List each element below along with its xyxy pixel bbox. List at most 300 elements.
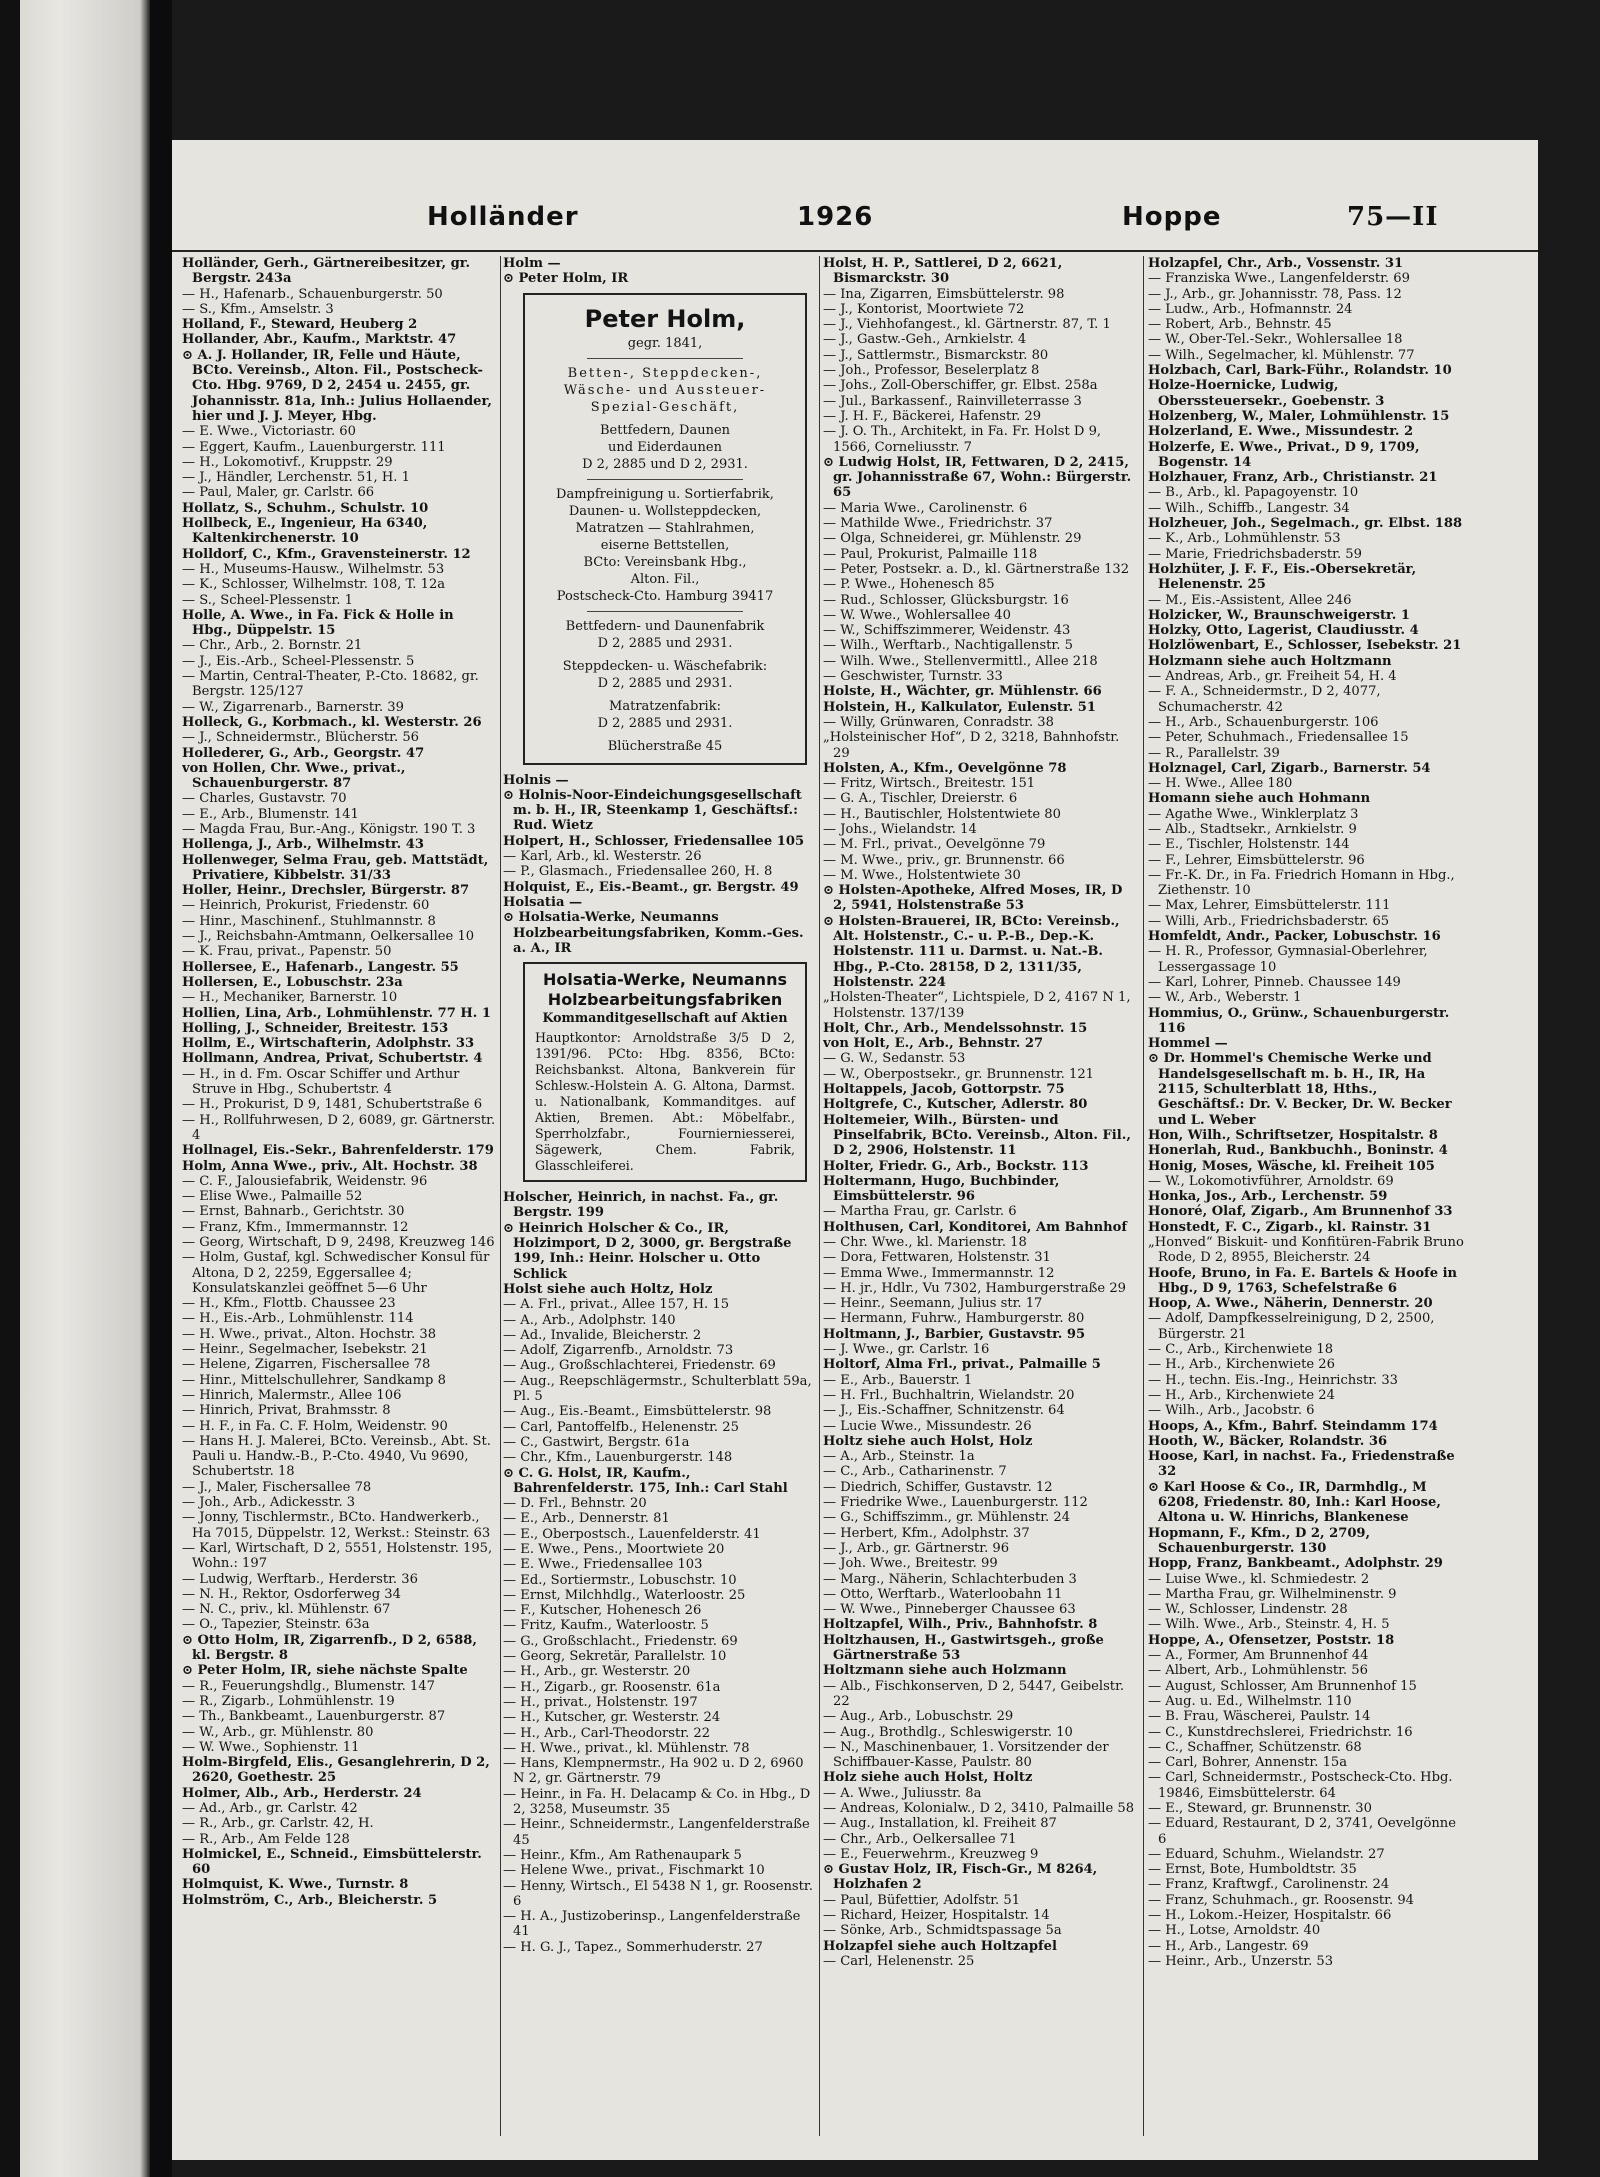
directory-entry: Hoop, A. Wwe., Näherin, Dennerstr. 20 <box>1148 1296 1433 1312</box>
directory-entry: Holmickel, E., Schneid., Eimsbüttelerstr. 60 <box>182 1846 482 1878</box>
directory-entry: — Hinrich, Privat, Brahmsstr. 8 <box>182 1403 391 1419</box>
directory-entry: — Heinr., in Fa. H. Delacamp & Co. in Hbg., D 2, 3258, Museumstr. 35 <box>503 1786 811 1818</box>
directory-entry: Holtemeier, Wilh., Bürsten- und Pinselfabrik, BCto. Vereinsb., Alton. Fil., D 2, 2906, Holstenstr. 11 <box>823 1112 1131 1159</box>
header-left-keyword: Holländer <box>427 202 579 232</box>
directory-entry: ⊙ Karl Hoose & Co., IR, Darmhdlg., M 6208, Friedenstr. 80, Inh.: Karl Hoose, Altona u. W. Hinrichs, Blankenese <box>1148 1479 1441 1526</box>
directory-entry: Holtermann, Hugo, Buchbinder, Eimsbüttelerstr. 96 <box>823 1173 1060 1205</box>
directory-entry: — Heinr., Seemann, Julius str. 17 <box>823 1296 1043 1312</box>
directory-entry: ⊙ Heinrich Holscher & Co., IR, Holzimport, D 2, 3000, gr. Bergstraße 199, Inh.: Heinr. Holscher u. Otto Schlick <box>503 1220 792 1282</box>
directory-entry: Holzheuer, Joh., Segelmach., gr. Elbst. 188 <box>1148 516 1463 532</box>
directory-entry: — Emma Wwe., Immermannstr. 12 <box>823 1265 1055 1281</box>
directory-entry: Holler, Heinr., Drechsler, Bürgerstr. 87 <box>182 883 470 899</box>
directory-entry: Holtgrefe, C., Kutscher, Adlerstr. 80 <box>823 1097 1088 1113</box>
directory-entry: — W. Wwe., Wohlersallee 40 <box>823 607 1011 623</box>
column-divider <box>819 256 820 2136</box>
directory-entry: — H., techn. Eis.-Ing., Heinrichstr. 33 <box>1148 1372 1399 1388</box>
directory-entry: — W., Lokomotivführer, Arnoldstr. 69 <box>1148 1173 1394 1189</box>
directory-entry: — J., Gastw.-Geh., Arnkielstr. 4 <box>823 332 1027 348</box>
directory-entry: Holpert, H., Schlosser, Friedensallee 105 <box>503 833 805 849</box>
directory-entry: — Ina, Zigarren, Eimsbüttelerstr. 98 <box>823 286 1065 302</box>
directory-entry: Holland, F., Steward, Heuberg 2 <box>182 317 418 333</box>
directory-entry: Holm-Birgfeld, Elis., Gesanglehrerin, D 2, 2620, Goethestr. 25 <box>182 1755 490 1786</box>
directory-entry: — Peter, Schuhmach., Friedensallee 15 <box>1148 730 1409 746</box>
header-page-number: 75—II <box>1347 202 1439 232</box>
advert-line: eiserne Bettstellen, <box>600 537 730 553</box>
directory-entry: — R., Parallelstr. 39 <box>1148 745 1280 761</box>
advert-separator <box>587 611 743 612</box>
directory-entry: — E., Arb., Bauerstr. 1 <box>823 1372 973 1388</box>
directory-entry: — A. Frl., privat., Allee 157, H. 15 <box>503 1297 730 1313</box>
directory-entry: — Andreas, Arb., gr. Freiheit 54, H. 4 <box>1148 669 1397 685</box>
directory-entry: — K., Arb., Lohmühlenstr. 53 <box>1148 531 1341 547</box>
directory-entry: — Lucie Wwe., Missundestr. 26 <box>823 1418 1032 1434</box>
directory-entry: — Aug., Eis.-Beamt., Eimsbüttelerstr. 98 <box>503 1404 772 1420</box>
directory-entry: — Heinr., Arb., Unzerstr. 53 <box>1148 1953 1334 1969</box>
directory-entry: — H., Arb., gr. Westerstr. 20 <box>503 1664 691 1680</box>
directory-entry: Holthusen, Carl, Konditorei, Am Bahnhof <box>823 1219 1128 1235</box>
directory-entry: Honig, Moses, Wäsche, kl. Freiheit 105 <box>1148 1158 1435 1174</box>
advert-subtitle: Kommanditgesellschaft auf Aktien <box>542 1010 788 1026</box>
directory-entry: — G., Großschlacht., Friedenstr. 69 <box>503 1633 738 1649</box>
directory-entry: Holm, Anna Wwe., priv., Alt. Hochstr. 38 <box>182 1158 478 1174</box>
directory-entry: ⊙ Otto Holm, IR, Zigarrenfb., D 2, 6588, kl. Bergstr. 8 <box>182 1632 477 1664</box>
directory-entry: Hoose, Karl, in nachst. Fa., Friedenstraße 32 <box>1148 1449 1455 1480</box>
directory-entry: Holmer, Alb., Arb., Herderstr. 24 <box>182 1785 422 1801</box>
directory-entry: — Aug. u. Ed., Wilhelmstr. 110 <box>1148 1693 1352 1709</box>
directory-entry: — P. Wwe., Hohenesch 85 <box>823 577 995 593</box>
directory-entry: — Helene Wwe., privat., Fischmarkt 10 <box>503 1863 765 1879</box>
directory-entry: Honstedt, F. C., Zigarb., kl. Rainstr. 31 <box>1148 1219 1432 1235</box>
directory-entry: Holste, H., Wächter, gr. Mühlenstr. 66 <box>823 684 1102 700</box>
directory-entry: Hopp, Franz, Bankbeamt., Adolphstr. 29 <box>1148 1556 1443 1572</box>
header-rule <box>172 250 1538 252</box>
directory-entry: — H. Wwe., privat., kl. Mühlenstr. 78 <box>503 1740 750 1756</box>
directory-entry: — Dora, Fettwaren, Holstenstr. 31 <box>823 1250 1051 1266</box>
directory-entry: — Hinr., Maschinenf., Stuhlmannstr. 8 <box>182 913 436 929</box>
directory-entry: — R., Arb., Am Felde 128 <box>182 1831 350 1847</box>
advert-line: D 2, 2885 und 2931. <box>597 635 733 651</box>
directory-entry: — M. Frl., privat., Oevelgönne 79 <box>823 837 1046 853</box>
directory-entry: — Wilh., Arb., Jacobstr. 6 <box>1148 1403 1315 1419</box>
advert-line: Blücherstraße 45 <box>607 738 723 754</box>
book-gutter <box>0 0 150 2177</box>
column-3 <box>823 256 1139 2136</box>
directory-entry: Holnis — <box>503 772 569 788</box>
directory-entry: — Helene, Zigarren, Fischersallee 78 <box>182 1357 431 1373</box>
directory-entry: Holländer, Gerh., Gärtnereibesitzer, gr. Bergstr. 243a <box>182 256 470 287</box>
directory-entry: — Magda Frau, Bur.-Ang., Königstr. 190 T. 3 <box>182 821 476 837</box>
directory-entry: — Ernst, Bahnarb., Gerichtstr. 30 <box>182 1204 405 1220</box>
directory-entry: „Holsten-Theater“, Lichtspiele, D 2, 4167 N 1, Holstenstr. 137/139 <box>823 990 1131 1021</box>
directory-entry: — W., Schiffszimmerer, Weidenstr. 43 <box>823 623 1071 639</box>
directory-entry: — B., Arb., kl. Papagoyenstr. 10 <box>1148 485 1359 501</box>
directory-entry: Holst, H. P., Sattlerei, D 2, 6621, Bismarckstr. 30 <box>823 256 1063 287</box>
directory-entry: — Chr. Wwe., kl. Marienstr. 18 <box>823 1235 1027 1250</box>
advert-title: Holsatia-Werke, Neumanns <box>543 970 787 990</box>
directory-entry: — S., Kfm., Amselstr. 3 <box>182 301 334 317</box>
directory-entry: Hoops, A., Kfm., Bahrf. Steindamm 174 <box>1148 1418 1438 1434</box>
directory-entry: — M., Eis.-Assistent, Allee 246 <box>1148 592 1352 608</box>
directory-entry: — Martha Frau, gr. Wilhelminenstr. 9 <box>1148 1586 1397 1602</box>
directory-page <box>172 140 1538 2160</box>
directory-entry: — H., Kfm., Flottb. Chaussee 23 <box>182 1296 396 1312</box>
directory-entry: — Hinrich, Malermstr., Allee 106 <box>182 1387 402 1403</box>
directory-entry: — J. O. Th., Architekt, in Fa. Fr. Holst D 9, 1566, Corneliusstr. 7 <box>823 424 1102 455</box>
directory-entry: — Geschwister, Turnstr. 33 <box>823 669 1003 685</box>
directory-entry: ⊙ C. G. Holst, IR, Kaufm., Bahrenfelderstr. 175, Inh.: Carl Stahl <box>503 1465 788 1496</box>
directory-entry: — Carl, Pantoffelfb., Helenenstr. 25 <box>503 1419 739 1435</box>
advert-peter-holm <box>523 293 807 765</box>
directory-entry: — Karl, Lohrer, Pinneb. Chaussee 149 <box>1148 974 1401 990</box>
directory-entry: — J., Viehhofangest., kl. Gärtnerstr. 87, T. 1 <box>823 317 1111 333</box>
advert-line: Daunen- u. Wollsteppdecken, <box>568 503 762 519</box>
directory-entry: — Paul, Prokurist, Palmaille 118 <box>823 546 1038 562</box>
directory-entry: — W., Ober-Tel.-Sekr., Wohlersallee 18 <box>1148 332 1403 348</box>
directory-entry: — C., Kunstdrechslerei, Friedrichstr. 16 <box>1148 1724 1413 1740</box>
directory-entry: — J., Kontorist, Moortwiete 72 <box>823 301 1025 317</box>
directory-entry: — Ernst, Milchhdlg., Waterloostr. 25 <box>503 1587 746 1603</box>
directory-entry: — Franz, Schuhmach., gr. Roosenstr. 94 <box>1148 1892 1414 1908</box>
directory-entry: — E., Oberpostsch., Lauenfelderstr. 41 <box>503 1526 761 1542</box>
directory-entry: Holstein, H., Kalkulator, Eulenstr. 51 <box>823 699 1096 715</box>
advert-separator <box>587 479 743 480</box>
directory-entry: — M. Wwe., Holstentwiete 30 <box>823 867 1021 883</box>
directory-entry: — H., Arb., Kirchenwiete 26 <box>1148 1357 1335 1373</box>
directory-entry: — Karl, Arb., kl. Westerstr. 26 <box>503 849 702 865</box>
directory-entry: — W. Wwe., Pinneberger Chaussee 63 <box>823 1602 1076 1618</box>
directory-entry: Homann siehe auch Hohmann <box>1148 791 1371 807</box>
directory-entry: — Diedrich, Schiffer, Gustavstr. 12 <box>823 1479 1053 1495</box>
directory-entry: — Ed., Sortiermstr., Lobuschstr. 10 <box>503 1572 737 1588</box>
directory-entry: — Ernst, Bote, Humboldtstr. 35 <box>1148 1862 1357 1878</box>
directory-entry: — Chr., Arb., Oelkersallee 71 <box>823 1831 1017 1847</box>
directory-entry: — Franziska Wwe., Langenfelderstr. 69 <box>1148 271 1410 287</box>
directory-entry: — Hermann, Fuhrw., Hamburgerstr. 80 <box>823 1311 1085 1327</box>
directory-entry: — J., Arb., gr. Johannisstr. 78, Pass. 12 <box>1148 286 1402 302</box>
directory-entry: — E., Feuerwehrm., Kreuzweg 9 <box>823 1846 1039 1862</box>
directory-entry: Holtmann, J., Barbier, Gustavstr. 95 <box>823 1326 1086 1342</box>
directory-entry: — H. R., Professor, Gymnasial-Oberlehrer, Lessergassage 10 <box>1148 944 1428 975</box>
directory-entry: Holscher, Heinrich, in nachst. Fa., gr. Bergstr. 199 <box>503 1190 779 1221</box>
directory-entry: — H., Bautischler, Holstentwiete 80 <box>823 806 1061 822</box>
directory-entry: Hoppe, A., Ofensetzer, Poststr. 18 <box>1148 1632 1395 1648</box>
directory-entry: Holter, Friedr. G., Arb., Bockstr. 113 <box>823 1158 1089 1174</box>
advert-line: Postscheck-Cto. Hamburg 39417 <box>556 588 774 604</box>
directory-entry: — H., Prokurist, D 9, 1481, Schubertstraße 6 <box>182 1097 483 1113</box>
advert-line: Betten-, Steppdecken-, <box>567 365 763 381</box>
directory-entry: — Aug., Brothdlg., Schleswigerstr. 10 <box>823 1724 1073 1740</box>
directory-entry: ⊙ Holsatia-Werke, Neumanns Holzbearbeitungsfabriken, Komm.-Ges. a. A., IR <box>503 910 804 956</box>
directory-entry: — Heinr., Segelmacher, Isebekstr. 21 <box>182 1342 428 1358</box>
directory-entry: ⊙ Dr. Hommel's Chemische Werke und Handelsgesellschaft m. b. H., IR, Ha 2115, Schulterblatt 18, Hths., Geschäftsf.: Dr. V. Becker, Dr. W. Becker und L. Weber <box>1148 1051 1452 1128</box>
directory-entry: — Heinrich, Prokurist, Friedenstr. 60 <box>182 898 430 914</box>
directory-entry: — W., Zigarrenarb., Barnerstr. 39 <box>182 699 404 715</box>
directory-entry: — H. Frl., Buchhaltrin, Wielandstr. 20 <box>823 1387 1075 1403</box>
directory-entry: — K., Schlosser, Wilhelmstr. 108, T. 12a <box>182 577 446 593</box>
directory-entry: — F. A., Schneidermstr., D 2, 4077, Schumacherstr. 42 <box>1148 684 1381 715</box>
directory-entry: Hollenweger, Selma Frau, geb. Mattstädt, Privatiere, Kibbelstr. 31/33 <box>182 852 489 883</box>
directory-entry: — Robert, Arb., Behnstr. 45 <box>1148 317 1332 333</box>
directory-entry: — H., Lokomotivf., Kruppstr. 29 <box>182 454 393 470</box>
directory-entry: — J., Arb., gr. Gärtnerstr. 96 <box>823 1540 1010 1556</box>
directory-entry: ⊙ A. J. Hollander, IR, Felle und Häute, BCto. Vereinsb., Alton. Fil., Postscheck-Cto. Hbg. 9769, D 2, 2454 u. 2455, gr. Johannisstr. 81a, Inh.: Julius Hollaender, hier und J. J. Meyer, Hbg. <box>182 347 492 424</box>
directory-entry: — H., Arb., Schauenburgerstr. 106 <box>1148 714 1379 730</box>
directory-entry: Holznagel, Carl, Zigarb., Barnerstr. 54 <box>1148 760 1431 776</box>
directory-entry: — E. Wwe., Friedensallee 103 <box>503 1557 703 1573</box>
directory-entry: Hollersee, E., Hafenarb., Langestr. 55 <box>182 959 459 975</box>
directory-entry: — Adolf, Zigarrenfb., Arnoldstr. 73 <box>503 1343 734 1359</box>
directory-entry: — Carl, Bohrer, Annenstr. 15a <box>1148 1755 1348 1771</box>
column-divider <box>1143 256 1144 2136</box>
header-year: 1926 <box>797 202 874 232</box>
directory-entry: — Martha Frau, gr. Carlstr. 6 <box>823 1204 1017 1220</box>
directory-entry: Hollander, Abr., Kaufm., Marktstr. 47 <box>182 332 457 348</box>
directory-entry: — B. Frau, Wäscherei, Paulstr. 14 <box>1148 1709 1371 1725</box>
directory-entry: ⊙ Peter Holm, IR, siehe nächste Spalte <box>182 1663 468 1679</box>
directory-entry: — H., Lokom.-Heizer, Hospitalstr. 66 <box>1148 1908 1392 1924</box>
directory-entry: ⊙ Holnis-Noor-Eindeichungsgesellschaft m. b. H., IR, Steenkamp 1, Geschäftsf.: Rud. Wietz <box>503 787 802 834</box>
directory-entry: — Otto, Werftarb., Waterloobahn 11 <box>823 1586 1063 1602</box>
advert-separator <box>587 358 743 359</box>
directory-entry: — E., Arb., Dennerstr. 81 <box>503 1511 670 1527</box>
page-header <box>172 202 1538 242</box>
directory-entry: — Albert, Arb., Lohmühlenstr. 56 <box>1148 1663 1368 1679</box>
directory-entry: — H. jr., Hdlr., Vu 7302, Hamburgerstraße 29 <box>823 1280 1126 1296</box>
directory-entry: Holtzhausen, H., Gastwirtsgeh., große Gärtnerstraße 53 <box>823 1632 1104 1664</box>
directory-entry: Holzapfel, Chr., Arb., Vossenstr. 31 <box>1148 256 1404 271</box>
directory-entry: — A. Wwe., Juliusstr. 8a <box>823 1785 982 1801</box>
directory-entry: Hollbeck, E., Ingenieur, Ha 6340, Kaltenkirchenerstr. 10 <box>182 516 428 547</box>
directory-entry: — W., Arb., gr. Mühlenstr. 80 <box>182 1724 374 1740</box>
directory-entry: — Agathe Wwe., Winklerplatz 3 <box>1148 806 1359 822</box>
directory-entry: — Heinr., Kfm., Am Rathenaupark 5 <box>503 1847 742 1863</box>
directory-entry: — Wilh., Werftarb., Nachtigallenstr. 5 <box>823 638 1073 654</box>
directory-entry: — H., in d. Fm. Oscar Schiffer und Arthur Struve in Hbg., Schubertstr. 4 <box>182 1066 460 1098</box>
directory-entry: — Marg., Näherin, Schlachterbuden 3 <box>823 1571 1077 1587</box>
directory-entry: — Marie, Friedrichsbaderstr. 59 <box>1148 546 1362 562</box>
directory-entry: — Aug., Installation, kl. Freiheit 87 <box>823 1816 1057 1832</box>
directory-entry: — Chr., Kfm., Lauenburgerstr. 148 <box>503 1450 733 1466</box>
directory-entry: — H., Mechaniker, Barnerstr. 10 <box>182 990 398 1006</box>
directory-entry: — W., Oberpostsekr., gr. Brunnenstr. 121 <box>823 1066 1094 1082</box>
directory-entry: — C. F., Jalousiefabrik, Weidenstr. 96 <box>182 1173 428 1189</box>
directory-entry: Honerlah, Rud., Bankbuchh., Boninstr. 4 <box>1148 1143 1448 1159</box>
directory-entry: Hollatz, S., Schuhm., Schulstr. 10 <box>182 500 429 516</box>
directory-entry: — Henny, Wirtsch., El 5438 N 1, gr. Roosenstr. 6 <box>503 1878 813 1909</box>
directory-entry: — Hans H. J. Malerei, BCto. Vereinsb., Abt. St. Pauli u. Handw.-B., P.-Cto. 4940, Vu 9690, Schubertstr. 18 <box>182 1433 491 1480</box>
directory-entry: Holtz siehe auch Holst, Holz <box>823 1433 1033 1449</box>
directory-entry: — Ad., Arb., gr. Carlstr. 42 <box>182 1800 358 1816</box>
directory-entry: Holzlöwenbart, E., Schlosser, Isebekstr. 21 <box>1148 638 1462 654</box>
advert-line: Spezial-Geschäft, <box>590 399 740 415</box>
directory-entry: — H., Kutscher, gr. Westerstr. 24 <box>503 1710 721 1726</box>
directory-entry: — Luise Wwe., kl. Schmiedestr. 2 <box>1148 1571 1370 1587</box>
directory-entry: — R., Zigarb., Lohmühlenstr. 19 <box>182 1693 395 1709</box>
directory-entry: — H., Arb., Carl-Theodorstr. 22 <box>503 1725 711 1741</box>
directory-entry: Holzicker, W., Braunschweigerstr. 1 <box>1148 607 1410 623</box>
directory-entry: Holleck, G., Korbmach., kl. Westerstr. 26 <box>182 714 482 730</box>
directory-entry: — W., Schlosser, Lindenstr. 28 <box>1148 1602 1348 1618</box>
advert-line: D 2, 2885 und 2931. <box>597 675 733 691</box>
directory-entry: — H., Arb., Kirchenwiete 24 <box>1148 1387 1335 1403</box>
directory-entry: Holzerfe, E. Wwe., Privat., D 9, 1709, Bogenstr. 14 <box>1148 439 1420 470</box>
directory-entry: — Carl, Schneidermstr., Postscheck-Cto. Hbg. 19846, Eimsbüttelerstr. 64 <box>1148 1770 1453 1801</box>
directory-entry: Holzbach, Carl, Bark-Führ., Rolandstr. 10 <box>1148 363 1452 379</box>
directory-entry: Holzapfel siehe auch Holtzapfel <box>823 1938 1057 1954</box>
advert-line: Matratzen — Stahlrahmen, <box>575 520 755 536</box>
directory-entry: Hollmann, Andrea, Privat, Schubertstr. 4 <box>182 1051 483 1067</box>
directory-entry: — Peter, Postsekr. a. D., kl. Gärtnerstraße 132 <box>823 561 1130 577</box>
directory-entry: — H., Rollfuhrwesen, D 2, 6089, gr. Gärtnerstr. 4 <box>182 1112 496 1143</box>
directory-entry: — J. H. F., Bäckerei, Hafenstr. 29 <box>823 408 1042 424</box>
directory-entry: — Max, Lehrer, Eimsbüttelerstr. 111 <box>1148 898 1391 914</box>
directory-entry: — J., Schneidermstr., Blücherstr. 56 <box>182 730 419 746</box>
directory-entry: Holtorf, Alma Frl., privat., Palmaille 5 <box>823 1357 1101 1373</box>
directory-entry: Honka, Jos., Arb., Lerchenstr. 59 <box>1148 1189 1388 1205</box>
directory-entry: Holtzapfel, Wilh., Priv., Bahnhofstr. 8 <box>823 1617 1098 1633</box>
directory-entry: Holzenberg, W., Maler, Lohmühlenstr. 15 <box>1148 408 1450 424</box>
header-right-keyword: Hoppe <box>1122 202 1222 232</box>
directory-entry: — Hans, Klempnermstr., Ha 902 u. D 2, 6960 N 2, gr. Gärtnerstr. 79 <box>503 1756 804 1787</box>
directory-entry: Holz siehe auch Holst, Holtz <box>823 1770 1033 1786</box>
directory-entry: Holzerland, E. Wwe., Missundestr. 2 <box>1148 424 1414 440</box>
directory-entry: Honoré, Olaf, Zigarb., Am Brunnenhof 33 <box>1148 1204 1453 1220</box>
directory-entry: — Mathilde Wwe., Friedrichstr. 37 <box>823 516 1053 532</box>
directory-entry: — J., Eis.-Arb., Scheel-Plessenstr. 5 <box>182 653 415 669</box>
directory-entry: — P., Glasmach., Friedensallee 260, H. 8 <box>503 864 773 880</box>
directory-entry: — H., privat., Holstenstr. 197 <box>503 1694 698 1710</box>
directory-entry: — A., Arb., Steinstr. 1a <box>823 1449 975 1465</box>
directory-entry: — Karl, Wirtschaft, D 2, 5551, Holstenstr. 195, Wohn.: 197 <box>182 1540 493 1572</box>
directory-entry: — Ludwig, Werftarb., Herderstr. 36 <box>182 1571 418 1587</box>
directory-entry: ⊙ Peter Holm, IR <box>503 271 629 287</box>
directory-entry: — E. Wwe., Victoriastr. 60 <box>182 424 356 440</box>
directory-entry: Hoofe, Bruno, in Fa. E. Bartels & Hoofe in Hbg., D 9, 1763, Schefelstraße 6 <box>1148 1265 1458 1296</box>
directory-entry: — E., Arb., Blumenstr. 141 <box>182 806 359 822</box>
directory-entry: — Paul, Büfettier, Adolfstr. 51 <box>823 1892 1021 1908</box>
directory-entry: — J., Reichsbahn-Amtmann, Oelkersallee 10 <box>182 929 475 945</box>
directory-entry: Hollederer, G., Arb., Georgstr. 47 <box>182 745 425 761</box>
directory-entry: — Jul., Barkassenf., Rainvilleterrasse 3 <box>823 393 1082 409</box>
directory-entry: Hollien, Lina, Arb., Lohmühlenstr. 77 H. 1 <box>182 1005 491 1021</box>
directory-entry: — Joh. Wwe., Breitestr. 99 <box>823 1556 998 1572</box>
advert-line: Wäsche- und Aussteuer- <box>563 382 767 398</box>
directory-entry: — Holm, Gustaf, kgl. Schwedischer Konsul für Altona, D 2, 2259, Eggersallee 4; Konsulatskanzlei geöffnet 5—6 Uhr <box>182 1250 490 1296</box>
column-divider <box>500 256 501 2136</box>
directory-entry: — H. Wwe., Allee 180 <box>1148 776 1293 792</box>
directory-entry: — Georg, Wirtschaft, D 9, 2498, Kreuzweg 146 <box>182 1235 495 1250</box>
directory-entry: — G., Schiffszimm., gr. Mühlenstr. 24 <box>823 1510 1071 1526</box>
directory-entry: — H., Eis.-Arb., Lohmühlenstr. 114 <box>182 1311 414 1327</box>
directory-entry: Holtappels, Jacob, Gottorpstr. 75 <box>823 1082 1065 1098</box>
directory-entry: — H., Hafenarb., Schauenburgerstr. 50 <box>182 286 443 302</box>
directory-entry: — F., Kutscher, Hohenesch 26 <box>503 1603 702 1619</box>
directory-entry: — Heinr., Schneidermstr., Langenfelderstraße 45 <box>503 1817 810 1848</box>
directory-entry: Holmquist, K. Wwe., Turnstr. 8 <box>182 1877 409 1893</box>
directory-entry: — Eduard, Schuhm., Wielandstr. 27 <box>1148 1846 1385 1862</box>
advert-line: Alton. Fil., <box>630 571 700 587</box>
directory-entry: — Hinr., Mittelschullehrer, Sandkamp 8 <box>182 1372 446 1388</box>
directory-entry: — N., Maschinenbauer, 1. Vorsitzender der Schiffbauer-Kasse, Paulstr. 80 <box>823 1739 1109 1771</box>
directory-entry: — H. F., in Fa. C. F. Holm, Weidenstr. 90 <box>182 1418 448 1434</box>
directory-entry: Hollm, E., Wirtschafterin, Adolphstr. 33 <box>182 1036 475 1052</box>
directory-entry: Holze-Hoernicke, Ludwig, Oberssteuersekr., Goebenstr. 3 <box>1148 378 1385 409</box>
directory-entry: — H., Museums-Hausw., Wilhelmstr. 53 <box>182 561 445 577</box>
directory-entry: — G. W., Sedanstr. 53 <box>823 1051 966 1067</box>
directory-entry: — Willy, Grünwaren, Conradstr. 38 <box>823 714 1054 730</box>
directory-entry: von Holt, E., Arb., Behnstr. 27 <box>823 1036 1044 1052</box>
directory-entry: — Wilh., Segelmacher, kl. Mühlenstr. 77 <box>1148 347 1415 363</box>
directory-entry: — Andreas, Kolonialw., D 2, 3410, Palmaille 58 <box>823 1800 1135 1816</box>
directory-entry: Hollenga, J., Arb., Wilhelmstr. 43 <box>182 837 424 853</box>
directory-entry: Holm — <box>503 256 561 271</box>
advert-line: Bettfedern- und Daunenfabrik <box>565 618 765 634</box>
advert-body: Hauptkontor: Arnoldstraße 3/5 D 2, 1391/96. PCto: Hbg. 8356, BCto: Reichsbankst. Altona, Bankverein für Schlesw.-Holstein A. G. Altona, Darmst. u. Nationalbank, Kommanditges. auf Aktien, Bremen. Abt.: Möbelfabr., Sperrholzfabr., Fournierniesserei, Sägewerk, Chem. Fabrik, Glasschleiferei. <box>535 1030 795 1174</box>
advert-line: Steppdecken- u. Wäschefabrik: <box>562 658 768 674</box>
directory-entry: Hommel — <box>1148 1036 1228 1052</box>
directory-entry: — Martin, Central-Theater, P.-Cto. 18682, gr. Bergstr. 125/127 <box>182 669 479 700</box>
directory-entry: — Th., Bankbeamt., Lauenburgerstr. 87 <box>182 1709 446 1725</box>
column-4 <box>1148 256 1464 2136</box>
directory-entry: — Johs., Wielandstr. 14 <box>823 821 977 837</box>
advert-line: Bettfedern, Daunen <box>599 422 731 438</box>
advert-line: BCto: Vereinsbank Hbg., <box>583 554 747 570</box>
directory-entry: — Adolf, Dampfkesselreinigung, D 2, 2500, Bürgerstr. 21 <box>1148 1311 1435 1342</box>
directory-entry: — Carl, Helenenstr. 25 <box>823 1953 975 1969</box>
directory-entry: — E. Wwe., Pens., Moortwiete 20 <box>503 1541 725 1557</box>
directory-entry: Hooth, W., Bäcker, Rolandstr. 36 <box>1148 1433 1388 1449</box>
directory-entry: Holzhüter, J. F. F., Eis.-Obersekretär, Helenenstr. 25 <box>1148 561 1417 593</box>
directory-entry: ⊙ Ludwig Holst, IR, Fettwaren, D 2, 2415, gr. Johannisstraße 67, Wohn.: Bürgerstr. 65 <box>823 454 1132 501</box>
directory-entry: — Paul, Maler, gr. Carlstr. 66 <box>182 485 375 501</box>
directory-entry: Homfeldt, Andr., Packer, Lobuschstr. 16 <box>1148 929 1441 945</box>
directory-entry: — Friedrike Wwe., Lauenburgerstr. 112 <box>823 1495 1088 1511</box>
directory-entry: — Franz, Kfm., Immermannstr. 12 <box>182 1219 409 1235</box>
directory-entry: — Sönke, Arb., Schmidtspassage 5a <box>823 1923 1062 1939</box>
directory-entry: — W. Wwe., Sophienstr. 11 <box>182 1739 360 1755</box>
directory-entry: — August, Schlosser, Am Brunnenhof 15 <box>1148 1678 1417 1694</box>
advert-line: Dampfreinigung u. Sortierfabrik, <box>556 486 774 502</box>
directory-entry: Holt, Chr., Arb., Mendelssohnstr. 15 <box>823 1020 1088 1036</box>
directory-entry: — Willi, Arb., Friedrichsbaderstr. 65 <box>1148 913 1390 929</box>
directory-entry: Holzhauer, Franz, Arb., Christianstr. 21 <box>1148 470 1438 486</box>
directory-entry: — Eggert, Kaufm., Lauenburgerstr. 111 <box>182 439 446 455</box>
directory-entry: Hollnagel, Eis.-Sekr., Bahrenfelderstr. 179 <box>182 1143 494 1159</box>
directory-entry: — H., Zigarb., gr. Roosenstr. 61a <box>503 1679 721 1695</box>
directory-entry: — Richard, Heizer, Hospitalstr. 14 <box>823 1908 1050 1924</box>
directory-entry: — Joh., Professor, Beselerplatz 8 <box>823 363 1040 379</box>
directory-entry: — Chr., Arb., 2. Bornstr. 21 <box>182 638 363 654</box>
directory-entry: — J., Händler, Lerchenstr. 51, H. 1 <box>182 470 410 486</box>
directory-entry: — F., Lehrer, Eimsbüttelerstr. 96 <box>1148 852 1365 868</box>
directory-entry: — R., Arb., gr. Carlstr. 42, H. <box>182 1816 374 1832</box>
directory-entry: — Ad., Invalide, Bleicherstr. 2 <box>503 1327 702 1343</box>
directory-entry: — H. G. J., Tapez., Sommerhuderstr. 27 <box>503 1939 763 1955</box>
directory-entry: Holldorf, C., Kfm., Gravensteinerstr. 12 <box>182 546 471 562</box>
directory-entry: — A., Arb., Adolphstr. 140 <box>503 1312 676 1328</box>
directory-entry: — Jonny, Tischlermstr., BCto. Handwerkerb., Ha 7015, Düppelstr. 12, Werkst.: Steinstr. 63 <box>182 1510 491 1541</box>
directory-entry: Holling, J., Schneider, Breitestr. 153 <box>182 1020 449 1036</box>
directory-entry: Holzmann siehe auch Holtzmann <box>1148 653 1392 669</box>
advert-holsatia <box>523 962 807 1182</box>
column-1 <box>182 256 498 2136</box>
directory-entry: Holtzmann siehe auch Holzmann <box>823 1663 1067 1679</box>
directory-entry: ⊙ Gustav Holz, IR, Fisch-Gr., M 8264, Holzhafen 2 <box>823 1862 1098 1893</box>
directory-entry: ⊙ Holsten-Apotheke, Alfred Moses, IR, D 2, 5941, Holstenstraße 53 <box>823 883 1123 914</box>
advert-title: Holzbearbeitungsfabriken <box>547 990 783 1010</box>
directory-entry: — Olga, Schneiderei, gr. Mühlenstr. 29 <box>823 531 1082 547</box>
directory-entry: — H. A., Justizoberinsp., Langenfelderstraße 41 <box>503 1909 801 1940</box>
